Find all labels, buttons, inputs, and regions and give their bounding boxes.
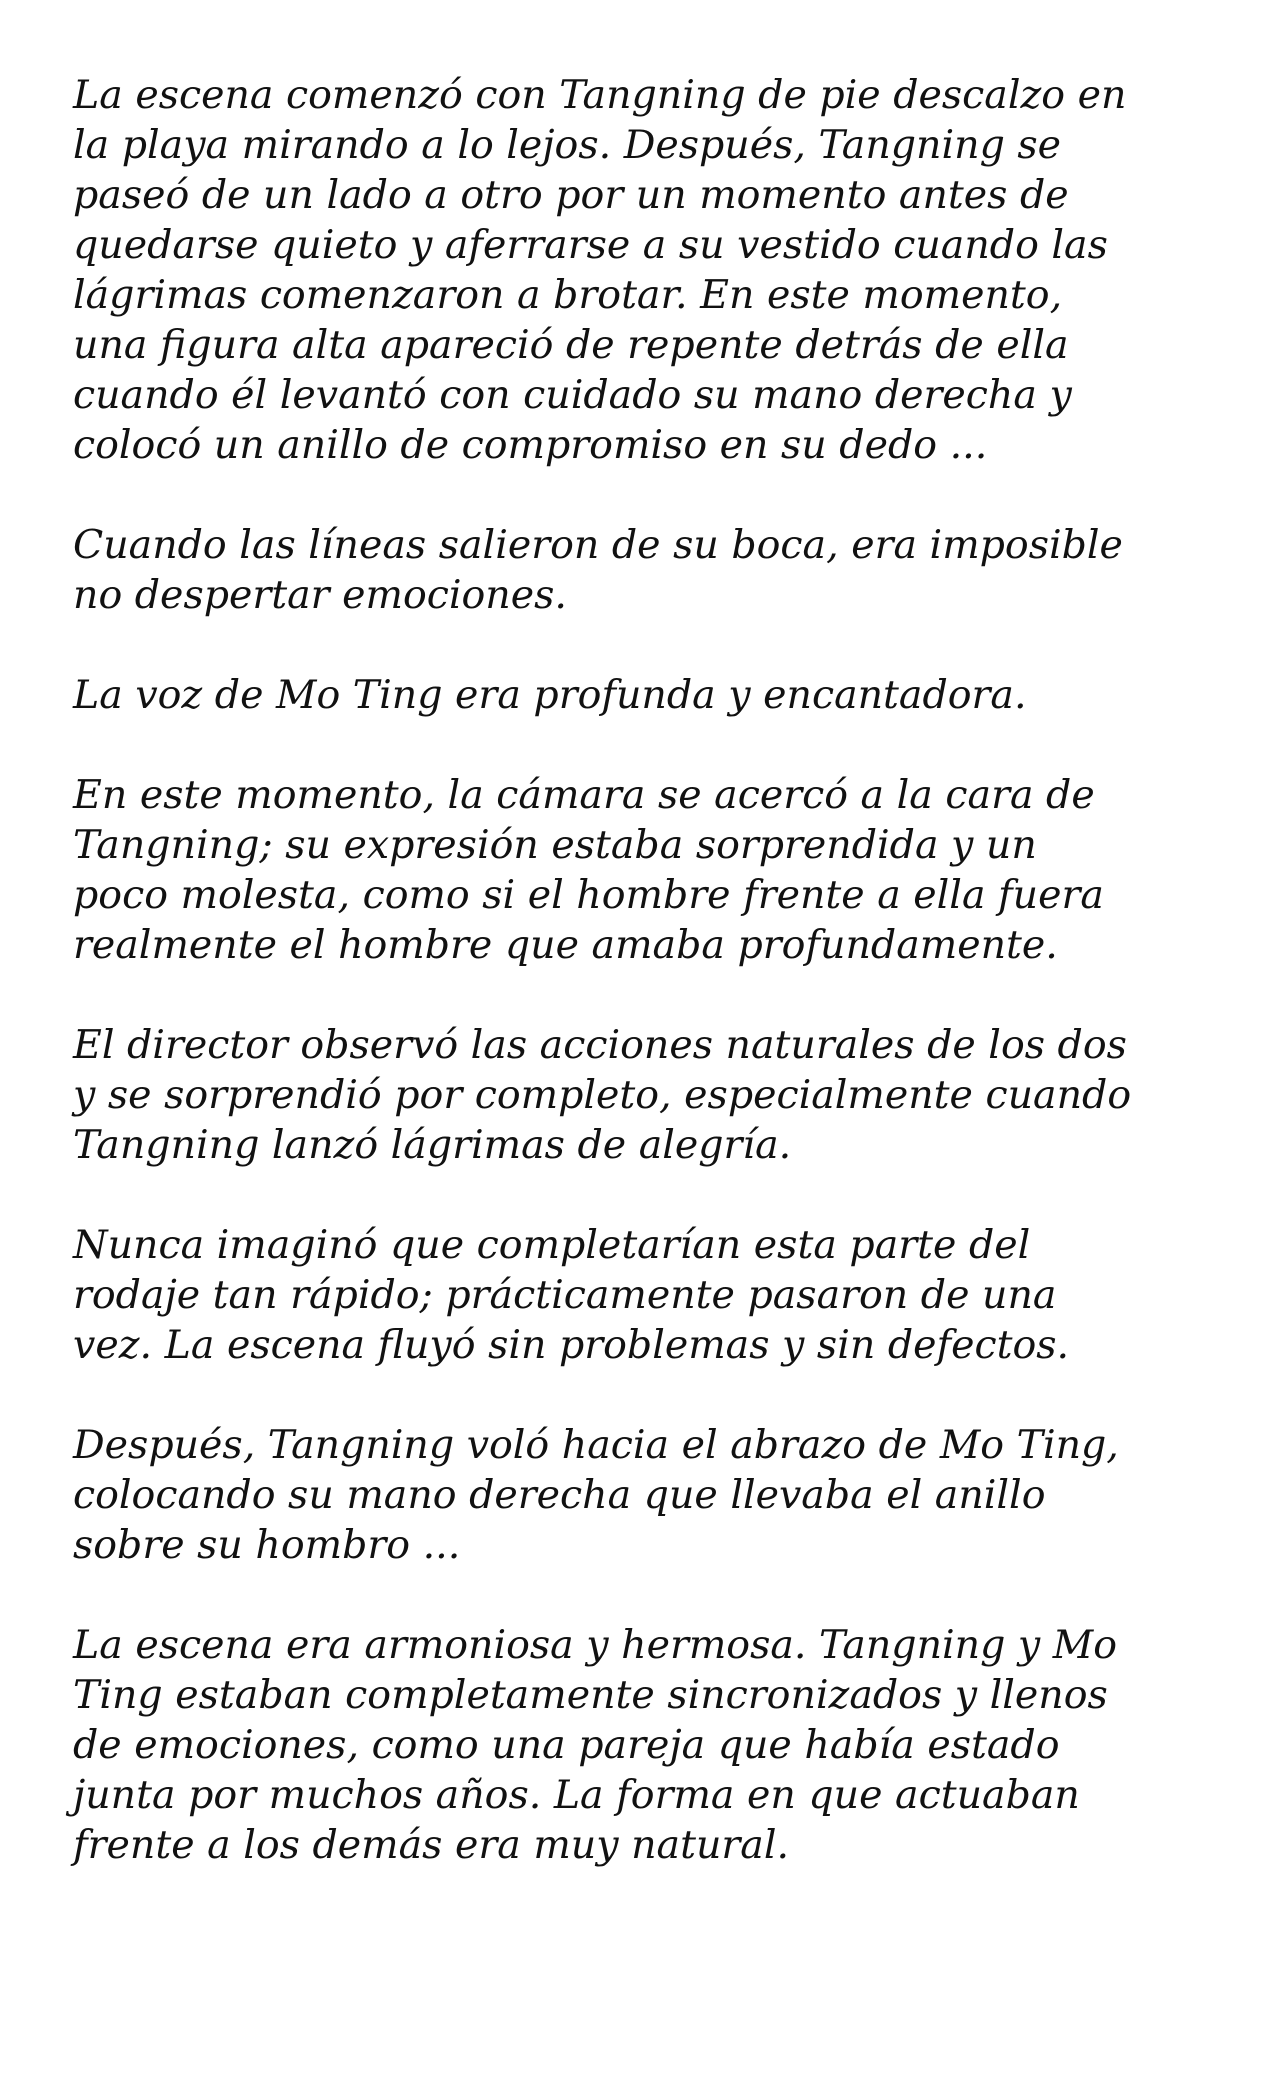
paragraph [73,1020,1253,1170]
text-line: colocó un anillo de compromiso en su dedo ... [73,422,988,468]
paragraph [73,770,1253,970]
text-line: Tangning; su expresión estaba sorprendida y un [73,822,1037,868]
text-line: colocando su mano derecha que llevaba el anillo [73,1472,1046,1518]
text-line: de emociones, como una pareja que había estado [73,1722,1060,1768]
text-line: junta por muchos años. La forma en que actuaban [73,1772,1080,1818]
paragraph [73,70,1253,470]
text-line: Después, Tangning voló hacia el abrazo de Mo Ting, [73,1422,1119,1468]
text-line: la playa mirando a lo lejos. Después, Tangning se [73,122,1062,168]
text-line: no despertar emociones. [73,572,567,618]
text-column [73,70,1253,1920]
text-line: frente a los demás era muy natural. [73,1822,790,1868]
text-line: Cuando las líneas salieron de su boca, era imposible [73,522,1123,568]
text-line: En este momento, la cámara se acercó a la cara de [73,772,1095,818]
text-line: sobre su hombro ... [73,1522,461,1568]
text-line: vez. La escena fluyó sin problemas y sin defectos. [73,1322,1070,1368]
paragraph [73,520,1253,620]
text-line: una figura alta apareció de repente detrás de ella [73,322,1069,368]
text-line: quedarse quieto y aferrarse a su vestido cuando las [73,222,1108,268]
text-line: Nunca imaginó que completarían esta parte del [73,1222,1031,1268]
text-line: lágrimas comenzaron a brotar. En este momento, [73,272,1063,318]
paragraph [73,670,1253,720]
text-line: cuando él levantó con cuidado su mano derecha y [73,372,1072,418]
text-line: rodaje tan rápido; prácticamente pasaron de una [73,1272,1057,1318]
text-line: Ting estaban completamente sincronizados y llenos [73,1672,1108,1718]
text-line: paseó de un lado a otro por un momento antes de [73,172,1069,218]
text-line: La escena era armoniosa y hermosa. Tangning y Mo [73,1622,1118,1668]
text-line: La voz de Mo Ting era profunda y encantadora. [73,672,1027,718]
text-line: poco molesta, como si el hombre frente a ella fuera [73,872,1104,918]
text-line: El director observó las acciones naturales de los dos [73,1022,1127,1068]
text-line: La escena comenzó con Tangning de pie descalzo en [73,72,1127,118]
paragraph [73,1620,1253,1870]
text-line: realmente el hombre que amaba profundamente. [73,922,1058,968]
paragraph [73,1420,1253,1570]
paragraph [73,1220,1253,1370]
text-line: Tangning lanzó lágrimas de alegría. [73,1122,792,1168]
text-line: y se sorprendió por completo, especialmente cuando [73,1072,1132,1118]
